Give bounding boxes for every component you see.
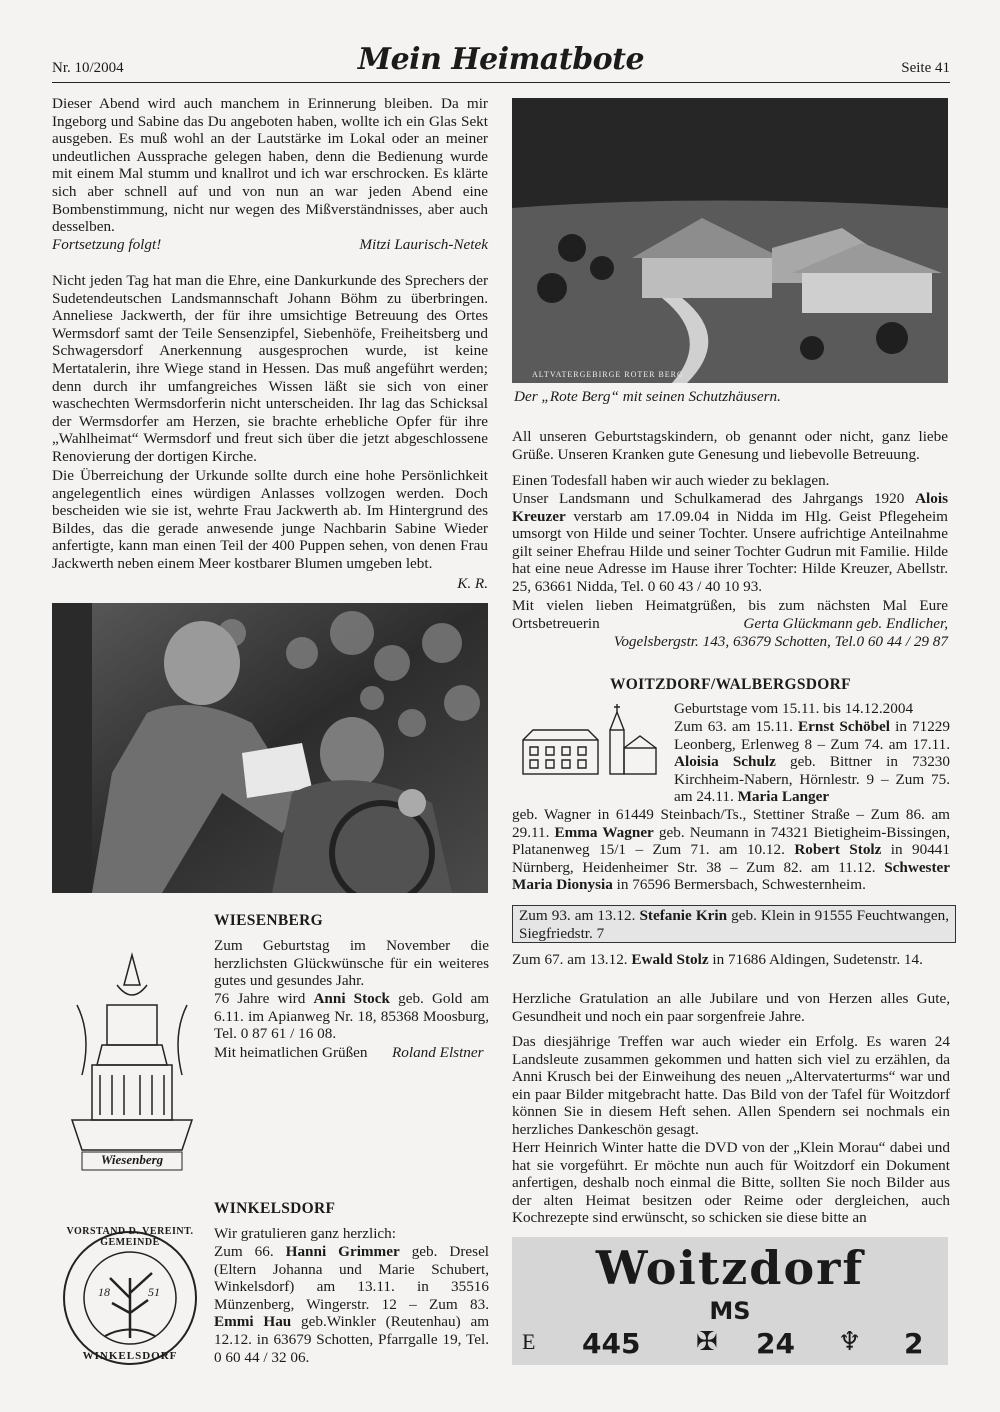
signature-address: Vogelsbergstr. 143, 63679 Schotten, Tel.0 60 44 / 29 87 [613, 633, 948, 650]
wiesenberg-greeting: Zum Geburtstag im November die herzlichsten Glückwünsche für ein weiteres gutes und gesundes Jahr. [214, 937, 489, 990]
birthday-after-box: Zum 67. am 13.12. Ewald Stolz in 71686 Aldingen, Sudetenstr. 14. [512, 951, 923, 968]
page-header [52, 42, 950, 83]
page-number: Seite 41 [901, 60, 950, 76]
dvd-request: Herr Heinrich Winter hatte die DVD von der „Klein Morau“ dabei und hat sie vorgeführt. Er möchte nun auch für Woitzdorf ein Dokument anfertigen, deshalb noch einmal die Bitte, sollten Sie noch Bilder aus der alten Heimat besitzen oder Reime oder dergleichen, auch Kochrezepte sind erwünscht, so schicken sie diese bitte an [512, 1139, 950, 1227]
plaque-glyph-c: ♆ [838, 1327, 862, 1356]
person-name: Hanni Grimmer [285, 1243, 400, 1260]
winkelsdorf-heading: WINKELSDORF [214, 1200, 336, 1217]
plaque-number-left: 445 [582, 1327, 641, 1360]
person-name: Ernst Schöbel [798, 718, 891, 735]
winkelsdorf-birthdays: Zum 66. Hanni Grimmer geb. Dresel (Eltern Johanna und Marie Schubert, Winkelsdorf) am 13.11. in 35516 Münzenberg, Wingerstr. 12 – Zum 83. Emmi Hau geb.Winkler (Reutenhau) am 12.12. in 63679 Schotten, Pfarrgalle 19, Tel. 0 60 44 / 32 06. [214, 1243, 490, 1366]
article-paragraph: Nicht jeden Tag hat man die Ehre, eine Dankurkunde des Sprechers der Sudetendeutschen Landsmannschaft Johann Böhm zu überbringen. Anneliese Jackwerth, der für ihre umsichtige Betreuung des Ortes Wermsdorf samt der Teile Sensenzipfel, Siebenhöfe, Freiheitsberg und Schwagersdorf Anerkennung ausgesprochen wurde, ist keine Mertatalerin, ihre Wiege stand in Hessen. Das muß angeführt werden; denn durch ihr umfangreiches Wissen läßt sie sich von einer waschechten Wermsdorferin nicht unterscheiden. Ihr lag das Schicksal der Wermsdorfer am Herzen, sie brachte erhebliche Opfer für ihre „Wahlheimat“ Wermsdorf und freut sich über die jetzt abgeschlossene Renovierung der dortigen Kirche. [52, 272, 488, 465]
closing-greeting: Mit vielen lieben Heimatgrüßen, bis zum nächsten Mal Eure Ortsbetreuerin [512, 597, 948, 632]
woitzdorf-plaque-photo [512, 1237, 948, 1365]
seal-top-text: VORSTAND D. VEREINT. GEMEINDE [66, 1226, 194, 1248]
award-photo [52, 603, 488, 893]
birthdays-list-a: Zum 63. am 15.11. Ernst Schöbel in 71229 Leonberg, Erlenweg 8 – Zum 74. am 17.11. Aloisia Schulz geb. Bittner in 73230 Kirchheim-Nabern, Hörnlestr. 9 – Zum 75. am 24.11. Maria Langer [674, 718, 950, 806]
person-name: Stefanie Krin [639, 907, 728, 924]
plaque-glyph-a: E [522, 1329, 536, 1354]
birthdays-list-b: geb. Wagner in 61449 Steinbach/Ts., Stettiner Straße – Zum 86. am 29.11. Emma Wagner geb. Neumann in 74321 Bietigheim-Bissingen, Platanenweg 15/1 – Zum 71. am 10.12. Robert Stolz in 90441 Nürnberg, Heidenheimer Str. 38 – Zum 82. am 11.12. Schwester Maria Dionysia in 76596 Bermersbach, Schwesternheim. [512, 806, 951, 894]
wiesenberg-signer: Roland Elstner [392, 1044, 484, 1061]
person-name: Maria Langer [737, 788, 830, 806]
photo-caption: Der „Rote Berg“ mit seinen Schutzhäusern. [514, 388, 781, 405]
article-paragraph-2: Die Überreichung der Urkunde sollte durch eine hohe Persönlichkeit angelegentlich eines würdigen Anlasses vollzogen werden. Doch bescheiden wie sie ist, wehrte Frau Jackwerth ab. Im Hintergrund des Bildes, das die gerade anwesende junge Nachbarin Sabine Wieder anfertigte, kann man einen Teil der 400 Puppen sehen, von denen Frau Jackwerth neben einem Meer kostbarer Blumen umgeben lebt. [52, 467, 488, 572]
issue-number: Nr. 10/2004 [52, 60, 124, 76]
seal-year-a: 18 [98, 1285, 110, 1299]
winkelsdorf-seal [60, 1228, 200, 1368]
meeting-report: Das diesjährige Treffen war auch wieder ein Erfolg. Es waren 24 Landsleute zusammen gekommen und hatten sich viel zu erzählen, da Anni Krusch bei der Einweihung des neuen „Altervaterturms“ war und ein paar Bilder mitgebracht hatte. Das Bild von der Tafel für Woitzdorf können Sie in diesem Heft sehen. Allen Spendern sei nochmals ein herzliches Dankeschön gesagt. [512, 1033, 950, 1138]
person-name: Emma Wagner [554, 823, 654, 841]
emblem-label: Wiesenberg [100, 1152, 164, 1167]
plaque-number-right: 2 [904, 1327, 924, 1360]
signature-name: Gerta Glückmann geb. Endlicher, [743, 615, 948, 632]
roter-berg-photo [512, 98, 948, 383]
highlight-box [512, 905, 956, 943]
person-name: Alois Kreuzer [512, 490, 948, 525]
masthead-title: Mein Heimatbote [357, 42, 645, 77]
person-name: Anni Stock [313, 990, 390, 1007]
seal-year-b: 51 [148, 1285, 160, 1299]
wiesenberg-emblem [62, 945, 202, 1175]
plaque-ms: MS [709, 1297, 751, 1325]
wiesenberg-birthday: 76 Jahre wird Anni Stock geb. Gold am 6.11. im Apianweg Nr. 18, 85368 Moosburg, Tel. 0 87 61 / 16 08. [214, 990, 490, 1043]
photo-label: ALTVATERGEBIRGE ROTER BERG [532, 370, 684, 379]
wiesenberg-closing: Mit heimatlichen Grüßen [214, 1044, 368, 1061]
congratulations: Herzliche Gratulation an alle Jubilare und von Herzen alles Gute, Gesundheit und noch ein paar sorgenfreie Jahre. [512, 990, 950, 1025]
intro-paragraph: Dieser Abend wird auch manchem in Erinnerung bleiben. Da mir Ingeborg und Sabine das Du angeboten haben, wollte ich ein Glas Sekt ausgeben. Es muß wohl an der Lautstärke im Lokal oder an meiner undeutlichen Aussprache gelegen haben, denn die Bedienung wurde mit einem Mal stumm und knallrot und ich war erschrocken. Es klärte sich aber schnell auf und von nun an war jeden Abend eine Bombenstimmung, nicht nur wegen des Mißverständnisses, aber auch desselben. [52, 95, 488, 236]
death-notice-intro: Einen Todesfall haben wir auch wieder zu beklagen. [512, 472, 830, 489]
greetings-paragraph: All unseren Geburtstagskindern, ob genannt oder nicht, ganz liebe Grüße. Unseren Kranken gute Genesung und liebevolle Betreuung. [512, 428, 948, 463]
seal-bottom-text: WINKELSDORF [82, 1350, 178, 1362]
plaque-number-mid: 24 [756, 1327, 795, 1360]
plaque-name: Woitzdorf [595, 1241, 865, 1295]
continued-note: Fortsetzung folgt! [52, 236, 162, 253]
article-initials: K. R. [457, 575, 488, 592]
death-notice: Unser Landsmann und Schulkamerad des Jahrgangs 1920 Alois Kreuzer verstarb am 17.09.04 in Nidda im Hlg. Geist Pflegeheim umsorgt von Hilde und seiner Tochter. Unsere aufrichtige Anteilnahme gilt seiner Ehefrau Hilde und seiner Tochter Gudrun mit Familie. Hilde hat eine neue Adresse im Hause ihrer Tochter: Hilde Kreuzer, Abellstr. 25, 63661 Nidda, Tel. 0 60 43 / 40 10 93. [512, 490, 948, 595]
birthdays-intro: Geburtstage vom 15.11. bis 14.12.2004 [674, 700, 914, 717]
plaque-glyph-b: ✠ [696, 1327, 718, 1356]
person-name: Ewald Stolz [631, 951, 709, 968]
person-name: Robert Stolz [794, 841, 882, 859]
person-name: Schwester Maria Dionysia [512, 858, 951, 894]
woitzdorf-heading: WOITZDORF/WALBERGSDORF [610, 676, 851, 693]
wiesenberg-heading: WIESENBERG [214, 912, 323, 929]
woitzdorf-village-icon [518, 700, 663, 780]
author-name: Mitzi Laurisch-Netek [359, 236, 488, 253]
highlight-text: Zum 93. am 13.12. Stefanie Krin geb. Klein in 91555 Feuchtwangen, Siegfriedstr. 7 [519, 907, 950, 942]
person-name: Aloisia Schulz [674, 753, 776, 771]
winkelsdorf-intro: Wir gratulieren ganz herzlich: [214, 1225, 396, 1242]
person-name: Emmi Hau [214, 1313, 292, 1331]
